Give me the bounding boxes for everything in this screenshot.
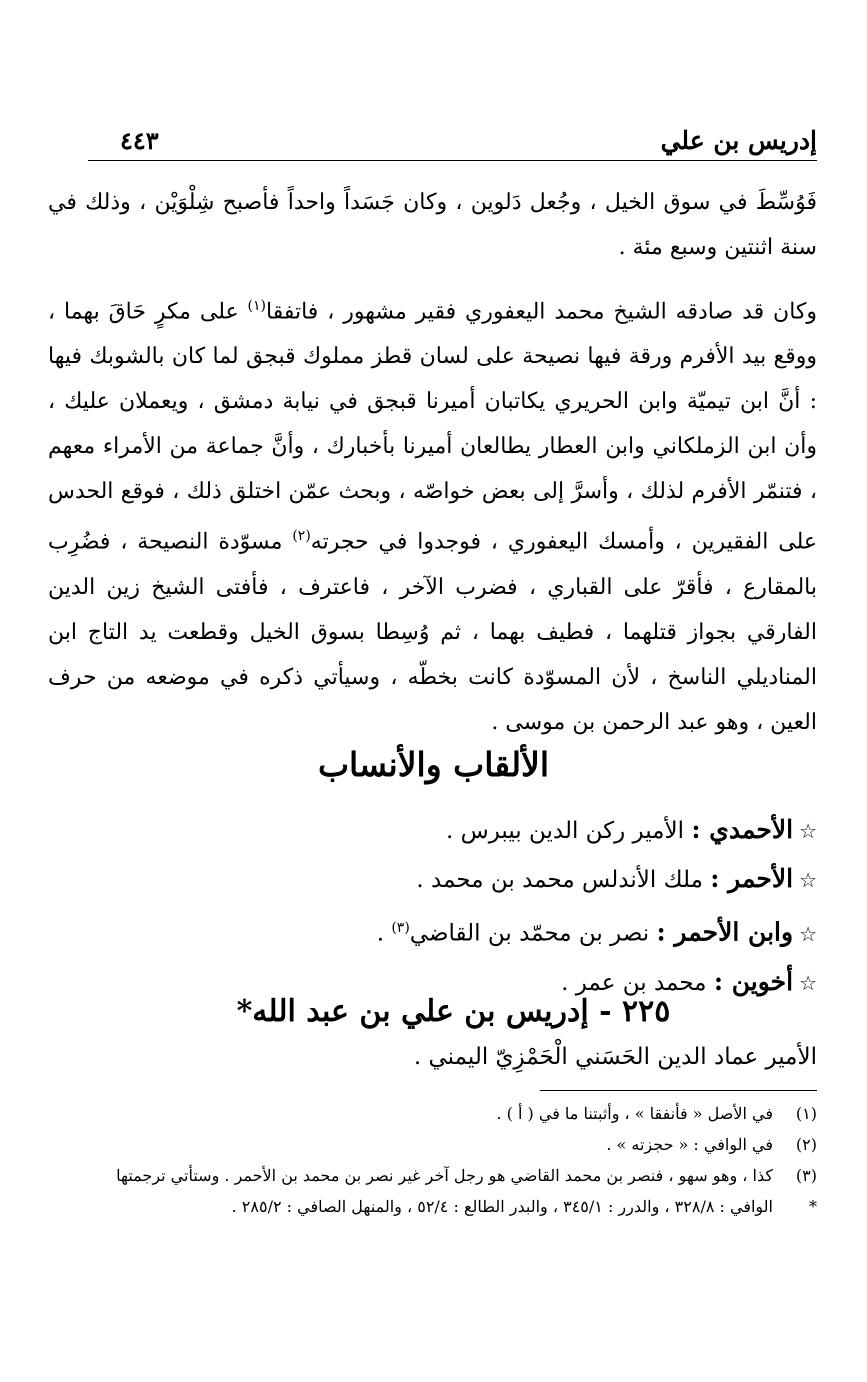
footnotes <box>57 1098 817 1222</box>
star-icon: ☆ <box>799 921 817 946</box>
entry-item <box>117 904 817 958</box>
footnote <box>57 1191 817 1222</box>
page-number: ٤٤٣ <box>120 126 159 155</box>
entry-item <box>117 855 817 904</box>
star-icon: ☆ <box>799 819 817 843</box>
entry-text: محمد بن عمر . <box>561 969 714 996</box>
entry-item <box>117 806 817 855</box>
footnote-number: (٢) <box>795 1135 817 1154</box>
paragraph-2-part-a: وكان قد صادقه الشيخ محمد اليعفوري فقير مشهور ، فاتفقا <box>266 299 817 325</box>
footnote-number: (١) <box>795 1104 817 1123</box>
entry-tail: . <box>376 920 392 947</box>
paragraph-1: فَوُسِّطَ في سوق الخيل ، وجُعل دَلوين ، وكان جَسَداً واحداً فأصبح شِلْوَيْن ، وذلك في سنة اثنتين وسبع مئة . <box>48 190 817 260</box>
paragraph-2-part-c: مسوّدة النصيحة ، فضُرِب بالمقارع ، فأقرّ على القباري ، فضرب الآخر ، فاعترف ، فأفتى الشيخ زين الدين الفارقي بجواز قتلهما ، فطيف بهما ، ثم وُسِطا بسوق الخيل وقطعت يد التاج ابن المناديلي الناسخ ، لأن المسوّدة كانت بخطّه ، وسيأتي ذكره في موضعه من حرف العين ، وهو عبد الرحمن بن موسى . <box>48 529 817 735</box>
page-header <box>88 120 817 161</box>
footnote-text: في الوافي : « حجزته » . <box>606 1135 773 1154</box>
entry-text: نصر بن محمّد بن القاضي <box>409 920 657 947</box>
entry-term: الأحمدي : <box>691 815 794 844</box>
footnote-ref-2: (٢) <box>292 528 311 545</box>
footnote-text: الوافي : ٣٢٨/٨ ، والدرر : ٣٤٥/١ ، والبدر الطالع : ٥٢/٤ ، والمنهل الصافي : ٢٨٥/٢ . <box>231 1197 773 1216</box>
footnote-number: (٣) <box>795 1166 817 1185</box>
biography-heading: ٢٢٥ - إدريس بن علي بن عبد الله* <box>236 994 671 1029</box>
footnote-number: * <box>809 1197 817 1216</box>
footnote-ref-1: (١) <box>247 298 266 314</box>
section-heading: الألقاب والأنساب <box>317 745 550 784</box>
entry-text: الأمير ركن الدين بيبرس . <box>446 818 692 844</box>
biography-subtitle: الأمير عماد الدين الحَسَني الْحَمْزِيّ اليمني . <box>413 1044 817 1070</box>
star-icon: ☆ <box>799 868 817 892</box>
entry-term: الأحمر : <box>710 864 794 893</box>
footnote <box>57 1129 817 1160</box>
footnote <box>57 1098 817 1129</box>
footnote-text: في الأصل « فأنفقا » ، وأثبتنا ما في ( أ ) . <box>496 1104 773 1123</box>
main-text <box>48 180 817 745</box>
footnote-text: كذا ، وهو سهو ، فنصر بن محمد القاضي هو رجل آخر غير نصر بن محمد بن الأحمر . وستأتي ترجمتها <box>116 1166 773 1185</box>
footnote-ref-3: (٣) <box>391 920 410 936</box>
footnote-divider <box>540 1090 817 1091</box>
paragraph-2-part-b: على مكرٍ حَاقَ بهما ، ووقع بيد الأفرم ورقة فيها نصيحة على لسان قطز مملوك قبجق لما كان بالشوبك فيها : أنَّ ابن تيميّة وابن الحريري يكاتبان أميرنا قبجق في نيابة دمشق ، ويعملان عليك ، وأن ابن الزملكاني وابن العطار يطالعان أميرنا بأخبارك ، وأنَّ جماعة من الأمراء معهم ، فتنمّر الأفرم لذلك ، وأسرَّ إلى بعض خواصّه ، وبحث عمّن اختلق ذلك ، فوقع الحدس على الفقيرين ، وأمسك اليعفوري ، فوجدوا في حجرته <box>48 299 817 555</box>
running-head: إدريس بن علي <box>660 126 817 155</box>
entry-term: وابن الأحمر : <box>656 917 794 947</box>
entries-list <box>117 806 817 1007</box>
entry-text: ملك الأندلس محمد بن محمد . <box>416 867 711 893</box>
footnote <box>57 1160 817 1191</box>
entry-term: أخوين : <box>713 966 794 996</box>
paragraph-2 <box>48 284 817 745</box>
star-icon: ☆ <box>799 970 817 995</box>
